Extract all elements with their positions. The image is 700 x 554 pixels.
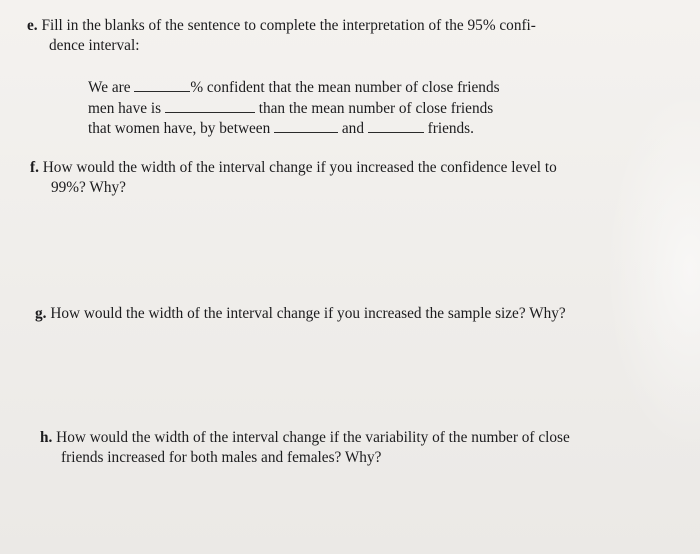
question-h — [40, 428, 570, 468]
question-f-letter: f. — [30, 159, 39, 176]
question-f — [30, 158, 557, 198]
sentence-part-friends: friends. — [427, 120, 474, 137]
question-g — [35, 304, 566, 324]
question-e-text-line1: Fill in the blanks of the sentence to complete the interpretation of the 95% confi- — [41, 17, 536, 34]
question-e-letter: e. — [27, 17, 38, 34]
sentence-part-men-have: men have is — [88, 99, 162, 117]
question-h-text-line2: friends increased for both males and females? Why? — [61, 449, 382, 466]
comparison-blank[interactable] — [165, 99, 255, 113]
question-e-text-line2: dence interval: — [49, 37, 140, 54]
lower-bound-blank[interactable] — [274, 119, 338, 133]
question-g-text-line1: How would the width of the interval change if you increased the sample size? Why? — [50, 305, 566, 322]
question-f-text-line2: 99%? Why? — [51, 179, 126, 196]
sentence-part-we-are: We are — [88, 79, 131, 96]
question-h-letter: h. — [40, 429, 53, 446]
question-h-text-line1: How would the width of the interval change if the variability of the number of close — [56, 429, 570, 446]
sentence-part-than-mean: than the mean number of close friends — [258, 99, 494, 117]
sentence-part-confident: % confident that the mean number of close friends — [190, 79, 500, 96]
question-f-text-line1: How would the width of the interval change if you increased the confidence level to — [42, 159, 557, 176]
sentence-part-women-have: that women have, by between — [88, 120, 271, 137]
sentence-part-and: and — [341, 120, 364, 137]
upper-bound-blank[interactable] — [368, 119, 424, 133]
question-e — [27, 16, 536, 56]
confidence-level-blank[interactable] — [134, 78, 190, 92]
question-g-letter: g. — [35, 305, 47, 322]
